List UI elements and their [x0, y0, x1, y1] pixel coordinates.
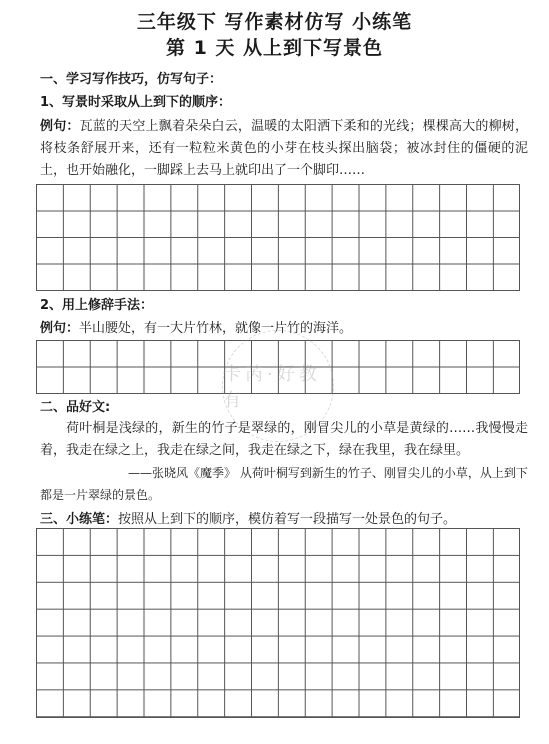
section3-heading: 三、小练笔：	[40, 512, 119, 527]
writing-grid-3[interactable]	[36, 528, 520, 718]
example-label: 例句：	[40, 119, 80, 134]
worksheet-title: 三年级下 写作素材仿写 小练笔	[136, 11, 413, 33]
point1-example	[40, 116, 528, 182]
worksheet-subtitle: 第 1 天 从上到下写景色	[165, 37, 384, 59]
section3-instruction: 按照从上到下的顺序，模仿着写一段描写一处景色的句子。	[118, 512, 457, 527]
example-label: 例句：	[40, 321, 80, 336]
section1-heading: 一、学习写作技巧，仿写句子：	[40, 72, 223, 87]
writing-grid-1[interactable]	[36, 184, 520, 291]
section2-text: 荷叶桐是浅绿的，新生的竹子是翠绿的，刚冒尖儿的小草是黄绿的……我慢慢走着，我走在绿之上，我走在绿之间，我走在绿之下，绿在我里，我在绿里。	[40, 421, 528, 458]
section2-citation: ——张晓风《魔季》 从荷叶桐写到新生的竹子、刚冒尖儿的小草，从上到下都是一片翠绿的景色。	[40, 466, 528, 502]
point1-heading: 1、写景时采取从上到下的顺序：	[40, 95, 232, 110]
example-text: 半山腰处，有一大片竹林，就像一片竹的海洋。	[79, 321, 353, 336]
example-text: 瓦蓝的天空上飘着朵朵白云，温暖的太阳洒下柔和的光线；棵棵高大的柳树，将枝条舒展开来，还有一粒粒米黄色的小芽在枝头探出脑袋；被冰封住的僵硬的泥土，也开始融化，一脚踩上去马上就印出了一个脚印……	[40, 119, 528, 178]
section3-line	[40, 510, 530, 529]
point2-heading: 2、用上修辞手法：	[40, 298, 154, 313]
watermark-stamp: 卡芮·好教有	[222, 330, 334, 442]
section2-heading: 二、品好文:	[40, 400, 111, 415]
